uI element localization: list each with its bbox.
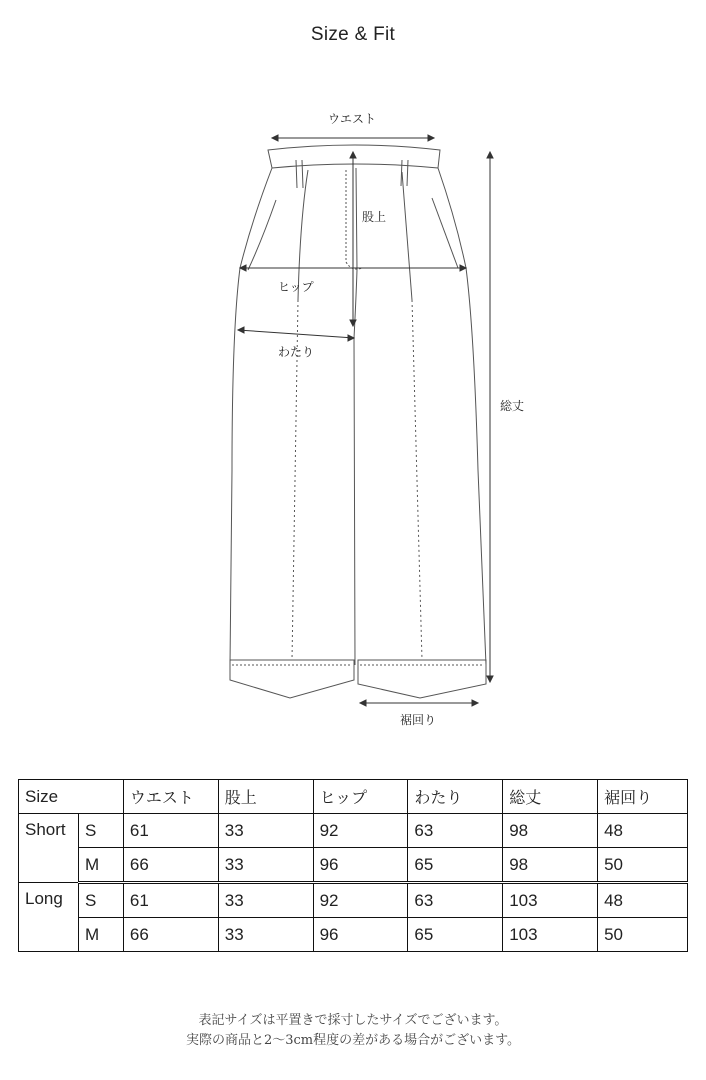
pants-outline-left bbox=[230, 168, 272, 665]
rise-label: 股上 bbox=[362, 210, 387, 224]
value-cell: 61 bbox=[123, 883, 218, 918]
thigh-arrow bbox=[238, 330, 354, 338]
value-cell: 103 bbox=[503, 883, 598, 918]
value-cell: 33 bbox=[218, 848, 313, 883]
fly-stitch bbox=[346, 170, 362, 269]
value-cell: 96 bbox=[313, 848, 408, 883]
value-cell: 48 bbox=[598, 883, 688, 918]
size-cell: M bbox=[78, 918, 123, 952]
table-row bbox=[19, 918, 688, 952]
value-cell: 61 bbox=[123, 814, 218, 848]
group-label: Long bbox=[19, 883, 79, 952]
pocket-right bbox=[432, 198, 458, 268]
value-cell: 63 bbox=[408, 883, 503, 918]
waist-label: ウエスト bbox=[328, 112, 377, 126]
value-cell: 33 bbox=[218, 918, 313, 952]
note-line: 実際の商品と2〜3cm程度の差がある場合がございます。 bbox=[185, 1033, 521, 1048]
pants-outline-right bbox=[438, 168, 486, 665]
header-hip: ヒップ bbox=[313, 780, 408, 814]
value-cell: 92 bbox=[313, 814, 408, 848]
size-table bbox=[18, 779, 688, 952]
belt-loop-left bbox=[296, 160, 303, 188]
value-cell: 66 bbox=[123, 848, 218, 883]
value-cell: 92 bbox=[313, 883, 408, 918]
hip-label: ヒップ bbox=[278, 280, 314, 294]
header-waist: ウエスト bbox=[123, 780, 218, 814]
page-title: Size & Fit bbox=[310, 24, 396, 45]
value-cell: 65 bbox=[408, 848, 503, 883]
size-cell: S bbox=[78, 814, 123, 848]
table-row bbox=[19, 814, 688, 848]
pocket-left bbox=[248, 200, 276, 270]
value-cell: 33 bbox=[218, 883, 313, 918]
table-header-row bbox=[19, 780, 688, 814]
pleat-right bbox=[402, 172, 412, 300]
value-cell: 50 bbox=[598, 848, 688, 883]
value-cell: 98 bbox=[503, 814, 598, 848]
value-cell: 63 bbox=[408, 814, 503, 848]
group-label: Short bbox=[19, 814, 79, 883]
hem-label: 裾回り bbox=[400, 713, 437, 727]
size-cell: M bbox=[78, 848, 123, 883]
header-thigh: わたり bbox=[408, 780, 503, 814]
crease-right bbox=[412, 300, 422, 660]
value-cell: 96 bbox=[313, 918, 408, 952]
value-cell: 103 bbox=[503, 918, 598, 952]
value-cell: 33 bbox=[218, 814, 313, 848]
value-cell: 48 bbox=[598, 814, 688, 848]
value-cell: 98 bbox=[503, 848, 598, 883]
cuff-right bbox=[358, 660, 486, 698]
thigh-label: わたり bbox=[278, 345, 315, 359]
table-row bbox=[19, 848, 688, 883]
value-cell: 65 bbox=[408, 918, 503, 952]
header-length: 総丈 bbox=[503, 780, 598, 814]
center-seam bbox=[354, 168, 357, 665]
header-rise: 股上 bbox=[218, 780, 313, 814]
table-row bbox=[19, 883, 688, 918]
note-line: 表記サイズは平置きで採寸したサイズでございます。 bbox=[198, 1013, 508, 1028]
value-cell: 66 bbox=[123, 918, 218, 952]
cuff-left bbox=[230, 660, 354, 698]
length-label: 総丈 bbox=[500, 399, 525, 413]
header-size: Size bbox=[19, 780, 124, 814]
value-cell: 50 bbox=[598, 918, 688, 952]
size-cell: S bbox=[78, 883, 123, 918]
header-hem: 裾回り bbox=[598, 780, 688, 814]
